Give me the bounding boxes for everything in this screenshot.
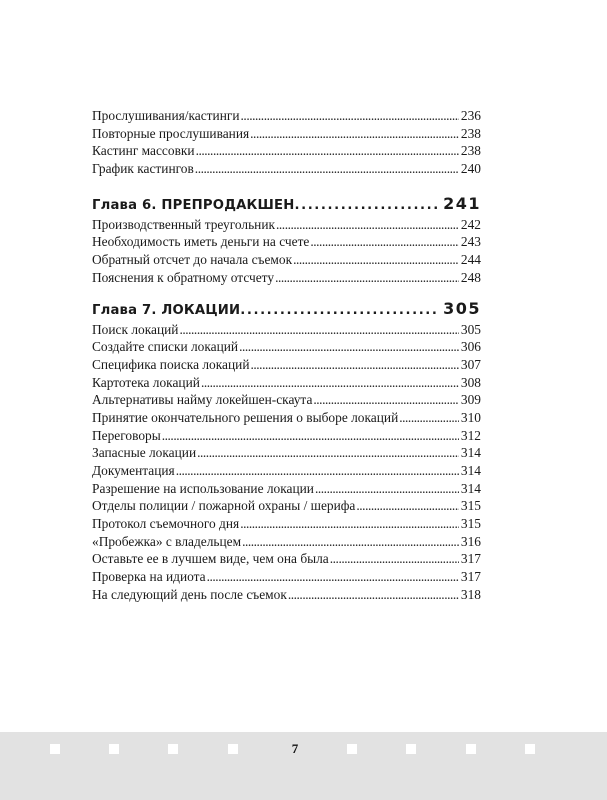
entry-title: Альтернативы найму локейшен-скаута (92, 392, 313, 408)
toc-entry (92, 233, 481, 251)
toc-entry (92, 427, 481, 445)
dot-leader (315, 480, 459, 498)
entry-title: Картотека локаций (92, 374, 200, 390)
entry-page: 307 (460, 356, 481, 372)
toc-entry (92, 142, 481, 160)
dot-leader (197, 444, 459, 462)
toc-section-locations (92, 321, 481, 604)
dot-leader (195, 160, 459, 178)
dot-leader (240, 299, 437, 321)
dot-leader (250, 125, 459, 143)
entry-page: 315 (460, 516, 481, 532)
entry-title: Производственный треугольник (92, 216, 276, 232)
footer-square (525, 744, 535, 754)
dot-leader (293, 251, 459, 269)
dot-leader (330, 550, 459, 568)
entry-title: Обратный отсчет до начала съемок (92, 252, 293, 268)
entry-page: 305 (460, 321, 481, 337)
entry-title: На следующий день после съемок (92, 586, 287, 602)
entry-title: Прослушивания/кастинги (92, 108, 240, 123)
entry-title: Документация (92, 463, 175, 478)
entry-title: Переговоры (92, 427, 161, 443)
toc-entry (92, 586, 481, 604)
entry-title: «Пробежка» с владельцем (92, 533, 242, 549)
dot-leader (179, 321, 458, 339)
dot-leader (288, 586, 459, 604)
dot-leader (251, 356, 459, 374)
dot-leader (176, 462, 459, 480)
toc-entry (92, 216, 481, 234)
toc-entry (92, 568, 481, 586)
entry-page: 306 (460, 339, 481, 355)
toc-entry (92, 125, 481, 143)
entry-page: 317 (460, 569, 481, 585)
toc-entry (92, 444, 481, 462)
entry-page: 244 (460, 252, 481, 268)
entry-title: Повторные прослушивания (92, 125, 250, 141)
entry-page: 248 (460, 269, 481, 285)
dot-leader (313, 391, 459, 409)
toc-entry (92, 356, 481, 374)
toc-entry (92, 462, 481, 480)
dot-leader (201, 374, 459, 392)
entry-title: Пояснения к обратному отсчету (92, 269, 275, 285)
entry-page: 315 (460, 498, 481, 514)
entry-page: 314 (460, 463, 481, 478)
toc-entry (92, 515, 481, 533)
toc-entry (92, 391, 481, 409)
chapter-6-heading (92, 192, 481, 216)
page-footer (0, 732, 607, 800)
toc-entry (92, 251, 481, 269)
footer-square (466, 744, 476, 754)
dot-leader (242, 533, 459, 551)
entry-page: 243 (460, 234, 481, 250)
toc-entry (92, 409, 481, 427)
dot-leader (239, 338, 459, 356)
footer-square (406, 744, 416, 754)
toc-entry (92, 480, 481, 498)
entry-title: Необходимость иметь деньги на счете (92, 234, 310, 250)
entry-page: 238 (460, 125, 481, 141)
entry-page: 314 (460, 445, 481, 461)
entry-page: 236 (460, 108, 481, 123)
chapter-7-heading (92, 297, 481, 321)
entry-title: Создайте списки локаций (92, 339, 239, 355)
dot-leader (207, 568, 459, 586)
chapter-title: Глава 6. ПРЕПРОДАКШЕН (92, 197, 295, 213)
dot-leader (240, 515, 459, 533)
dot-leader (196, 142, 459, 160)
toc-entry (92, 107, 481, 125)
footer-square (168, 744, 178, 754)
entry-page: 317 (460, 551, 481, 567)
dot-leader (241, 107, 459, 125)
spacer (92, 178, 481, 192)
dot-leader (162, 427, 459, 445)
entry-page: 310 (460, 409, 481, 425)
spacer (92, 287, 481, 297)
toc-entry (92, 321, 481, 339)
entry-title: Оставьте ее в лучшем виде, чем она была (92, 551, 329, 567)
toc-entry (92, 338, 481, 356)
chapter-page: 305 (443, 298, 481, 318)
entry-title: Кастинг массовки (92, 143, 195, 159)
dot-leader (275, 269, 459, 287)
entry-title: График кастингов (92, 161, 194, 177)
dot-leader (356, 497, 459, 515)
dot-leader (294, 194, 437, 216)
entry-title: Принятие окончательного решения о выборе локаций (92, 409, 399, 425)
chapter-title: Глава 7. ЛОКАЦИИ (92, 302, 241, 318)
toc-entry (92, 374, 481, 392)
footer-square (109, 744, 119, 754)
entry-title: Специфика поиска локаций (92, 356, 250, 372)
toc-entry (92, 533, 481, 551)
entry-title: Проверка на идиота (92, 569, 206, 585)
toc-section-preproduction (92, 216, 481, 287)
entry-title: Разрешение на использование локации (92, 480, 314, 496)
footer-square (228, 744, 238, 754)
toc-entry (92, 497, 481, 515)
entry-title: Отделы полиции / пожарной охраны / шерифа (92, 498, 356, 514)
entry-page: 314 (460, 480, 481, 496)
toc-section-casting (92, 107, 481, 178)
entry-page: 238 (460, 143, 481, 159)
entry-page: 309 (460, 392, 481, 408)
chapter-page: 241 (443, 193, 481, 213)
entry-title: Поиск локаций (92, 321, 179, 337)
entry-page: 316 (460, 533, 481, 549)
toc-entry (92, 550, 481, 568)
entry-page: 318 (460, 586, 481, 602)
dot-leader (399, 409, 459, 427)
footer-square (50, 744, 60, 754)
table-of-contents (92, 107, 481, 604)
entry-page: 308 (460, 374, 481, 390)
page-number: 7 (291, 741, 299, 756)
dot-leader (276, 216, 459, 234)
entry-title: Протокол съемочного дня (92, 516, 240, 532)
entry-title: Запасные локации (92, 445, 197, 461)
entry-page: 312 (460, 427, 481, 443)
dot-leader (310, 233, 459, 251)
toc-entry (92, 160, 481, 178)
entry-page: 242 (460, 216, 481, 232)
toc-entry (92, 269, 481, 287)
footer-square (347, 744, 357, 754)
entry-page: 240 (460, 161, 481, 177)
